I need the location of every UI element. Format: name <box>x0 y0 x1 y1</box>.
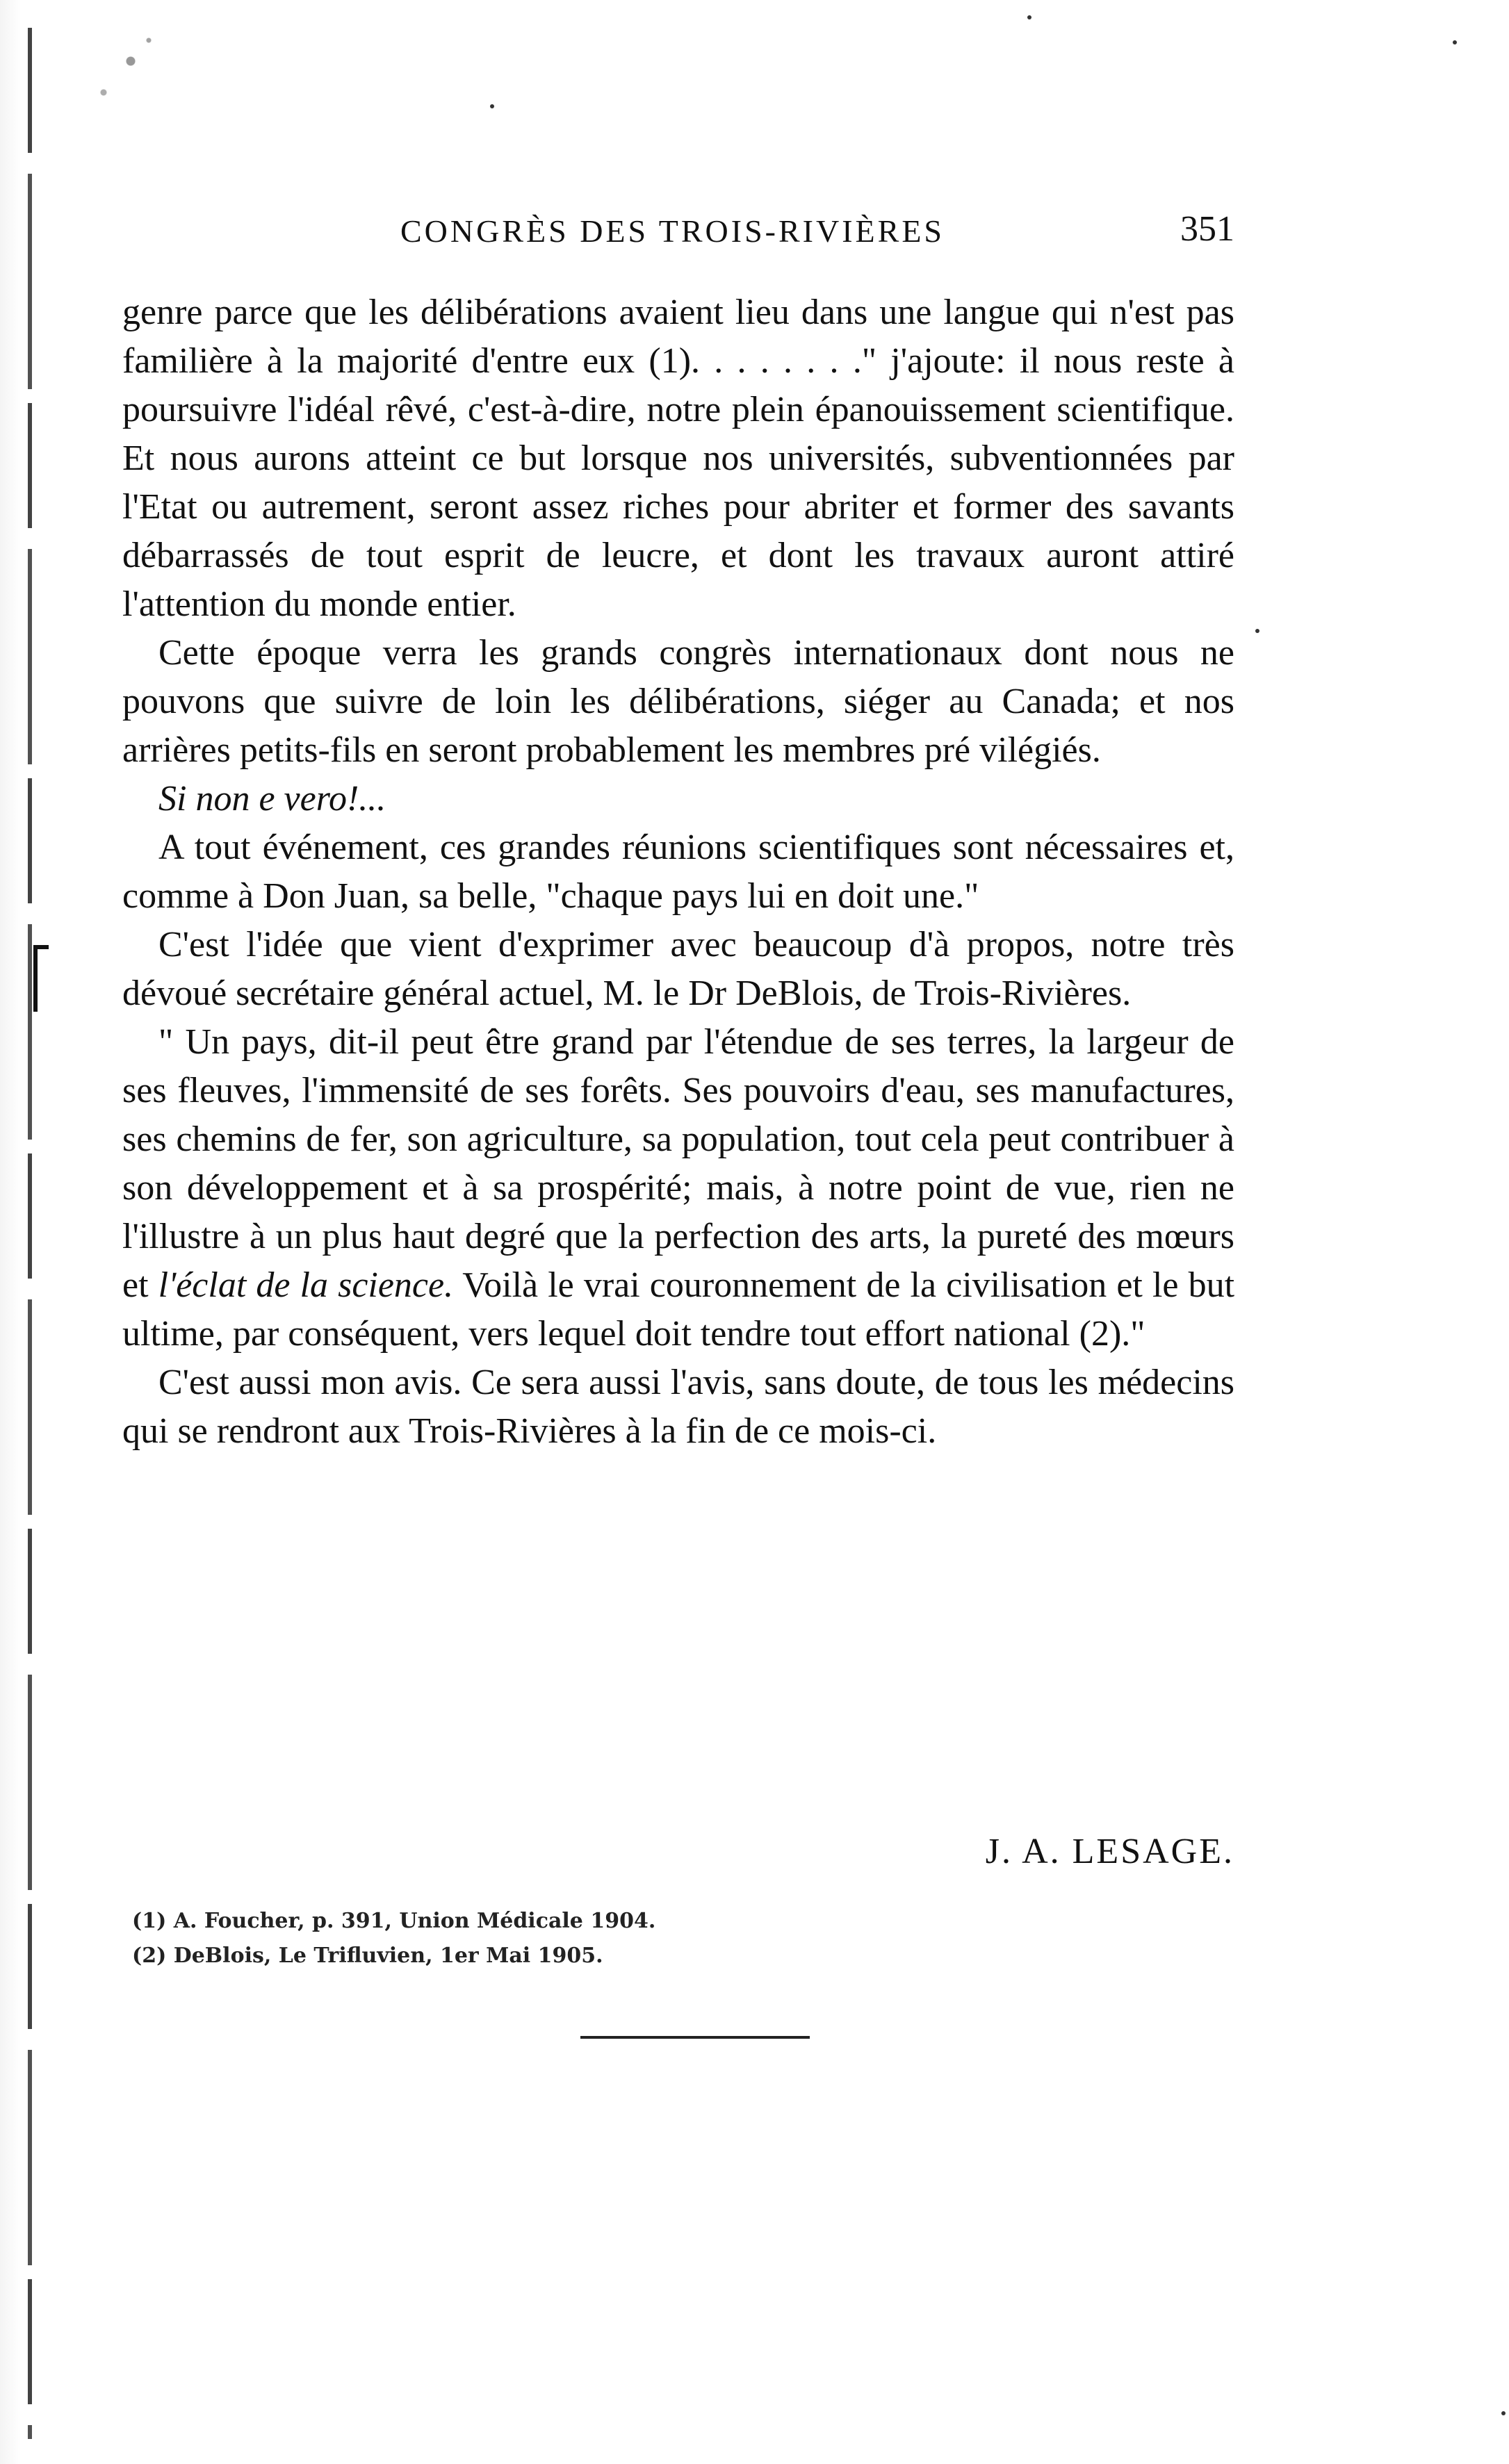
footnote: (1) A. Foucher, p. 391, Union Médicale 1904. <box>132 1909 656 1933</box>
end-rule <box>580 2036 810 2039</box>
paragraph: genre parce que les délibérations avaient lieu dans une langue qui n'est pas familière à la majorité d'entre eux (1). . . . . . . ." j'ajoute: il nous reste à poursuivre l'idéal rêvé, c'est-à-dire, notre plein épanouissement scientifique. Et nous aurons atteint ce but lorsque nos universités, subventionnées par l'Etat ou autrement, seront assez riches pour abriter et former des savants débarrassés de tout esprit de leucre, et dont les travaux auront attiré l'attention du monde entier. <box>122 293 1234 624</box>
author-signature: J. A. LESAGE. <box>985 1832 1234 1871</box>
page-header <box>122 208 1234 257</box>
dust-speck <box>1501 2411 1506 2415</box>
footnotes <box>132 1904 655 1973</box>
body-text <box>122 288 1234 1456</box>
quote-emphasis: l'éclat de la science. <box>158 1265 454 1305</box>
paragraph: A tout événement, ces grandes réunions scientifiques sont nécessaires et, comme à Don Juan, sa belle, "chaque pays lui en doit une." <box>122 828 1234 916</box>
binding-shadow-line <box>28 28 32 2439</box>
paragraph: Si non e vero!... <box>158 779 386 819</box>
paragraph: C'est l'idée que vient d'exprimer avec beaucoup d'à propos, notre très dévoué secrétaire général actuel, M. le Dr DeBlois, de Trois-Rivières. <box>122 925 1234 1013</box>
dust-speck <box>490 104 494 108</box>
page-number: 351 <box>1180 209 1234 249</box>
quote-paragraph <box>122 1018 1234 1358</box>
footnote: (2) DeBlois, Le Trifluvien, 1er Mai 1905. <box>132 1944 603 1968</box>
running-head: CONGRÈS DES TROIS-RIVIÈRES <box>400 213 945 249</box>
dust-speck <box>1027 15 1031 19</box>
binding-edge <box>0 0 26 2464</box>
dust-speck <box>1453 40 1457 44</box>
paragraph: C'est aussi mon avis. Ce sera aussi l'avis, sans doute, de tous les médecins qui se rendront aux Trois-Rivières à la fin de ce mois-ci. <box>122 1363 1234 1451</box>
paragraph: Cette époque verra les grands congrès internationaux dont nous ne pouvons que suivre de loin les délibérations, siéger au Canada; et nos arrières petits-fils en seront probablement les membres pré vilégiés. <box>122 633 1234 770</box>
quote-text: Voilà le vrai couronnement de la civilisation et le but ultime, par conséquent, vers lequel doit tendre tout effort national (2)." <box>122 1265 1235 1354</box>
quote-text: " Un pays, dit-il peut être grand par l'étendue de ses terres, la largeur de ses fleuves, l'immensité de ses forêts. Ses pouvoirs d'eau, ses manufactures, ses chemins de fer, son agriculture, sa population, tout cela peut contribuer à son développement et à sa prospérité; mais, à notre point de vue, rien ne l'illustre à un plus haut degré que la perfection des arts, la pureté des mœurs et <box>122 1022 1234 1305</box>
binding-mark <box>33 945 49 1012</box>
ink-blot <box>76 19 167 124</box>
dust-speck <box>1255 629 1259 633</box>
